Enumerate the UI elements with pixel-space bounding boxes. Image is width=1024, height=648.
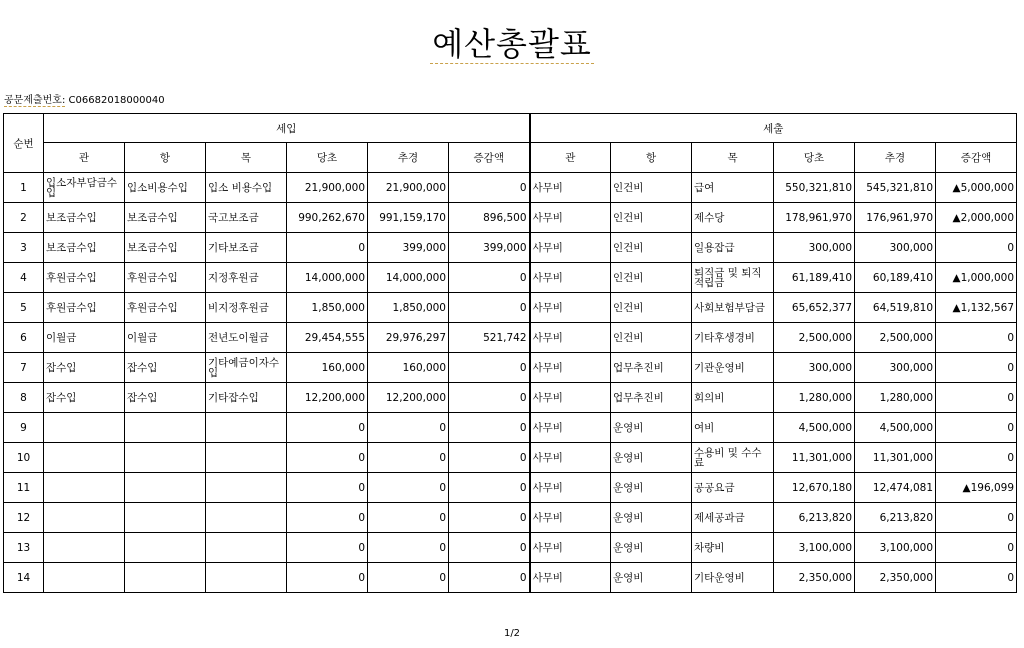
rev-change-cell: 0: [449, 383, 530, 413]
rev-change-cell: 0: [449, 533, 530, 563]
rev-mok-cell: 비지정후원금: [206, 293, 287, 323]
exp-change-cell: ▲196,099: [936, 473, 1017, 503]
rev-supplementary-cell: 29,976,297: [368, 323, 449, 353]
exp-hang-cell: 운영비: [611, 413, 692, 443]
rev-hang-cell: 잡수입: [125, 353, 206, 383]
rev-kwan-cell: 보조금수입: [44, 233, 125, 263]
exp-hang-cell: 운영비: [611, 503, 692, 533]
exp-supplementary-cell: 300,000: [855, 233, 936, 263]
rev-hang-cell: 이월금: [125, 323, 206, 353]
exp-mok-cell: 회의비: [692, 383, 774, 413]
rev-supplementary-cell: 160,000: [368, 353, 449, 383]
table-row: [4, 233, 1017, 263]
rev-hang-cell: 후원금수입: [125, 263, 206, 293]
rev-original-cell: 1,850,000: [287, 293, 368, 323]
rev-original-cell: 0: [287, 413, 368, 443]
rev-hang-cell: [125, 413, 206, 443]
rev-hang-cell: [125, 503, 206, 533]
exp-hang-cell: 인건비: [611, 263, 692, 293]
exp-change-cell: 0: [936, 563, 1017, 593]
rev-supplementary-cell: 0: [368, 563, 449, 593]
seq-cell: 3: [4, 233, 44, 263]
rev-supplementary-cell: 0: [368, 413, 449, 443]
seq-cell: 12: [4, 503, 44, 533]
rev-kwan-cell: 입소자부담금수입: [44, 173, 125, 203]
rev-change-cell: 521,742: [449, 323, 530, 353]
exp-supplementary-cell: 2,500,000: [855, 323, 936, 353]
exp-supplementary-cell: 60,189,410: [855, 263, 936, 293]
exp-change-cell: ▲2,000,000: [936, 203, 1017, 233]
rev-mok-cell: [206, 533, 287, 563]
exp-mok-cell: 급여: [692, 173, 774, 203]
seq-cell: 8: [4, 383, 44, 413]
exp-kwan-cell: 사무비: [530, 473, 611, 503]
exp-hang-cell: 인건비: [611, 323, 692, 353]
rev-hang-cell: [125, 473, 206, 503]
seq-cell: 13: [4, 533, 44, 563]
exp-change-cell: 0: [936, 323, 1017, 353]
rev-supplementary-cell: 14,000,000: [368, 263, 449, 293]
exp-kwan-cell: 사무비: [530, 293, 611, 323]
budget-table: [3, 113, 1017, 593]
exp-change-cell: 0: [936, 353, 1017, 383]
seq-cell: 6: [4, 323, 44, 353]
seq-cell: 9: [4, 413, 44, 443]
page-indicator: 1/2: [503, 628, 521, 639]
exp-kwan-cell: 사무비: [530, 323, 611, 353]
table-row: [4, 353, 1017, 383]
exp-mok-cell: 기관운영비: [692, 353, 774, 383]
table-row: [4, 503, 1017, 533]
exp-original-cell: 3,100,000: [774, 533, 855, 563]
exp-original-cell: 1,280,000: [774, 383, 855, 413]
exp-original-cell: 11,301,000: [774, 443, 855, 473]
exp-original-cell: 4,500,000: [774, 413, 855, 443]
rev-kwan-cell: [44, 443, 125, 473]
doc-number-label: 공문제출번호:: [4, 95, 66, 106]
exp-kwan-cell: 사무비: [530, 533, 611, 563]
rev-change-cell: 0: [449, 563, 530, 593]
exp-original-cell: 61,189,410: [774, 263, 855, 293]
rev-col-header: 추경: [368, 143, 449, 173]
rev-kwan-cell: 후원금수입: [44, 263, 125, 293]
table-row: [4, 443, 1017, 473]
rev-col-header: 당초: [287, 143, 368, 173]
table-row: [4, 473, 1017, 503]
exp-kwan-cell: 사무비: [530, 503, 611, 533]
exp-hang-cell: 인건비: [611, 203, 692, 233]
rev-mok-cell: [206, 503, 287, 533]
seq-cell: 4: [4, 263, 44, 293]
seq-header: 순번: [4, 114, 44, 173]
seq-cell: 5: [4, 293, 44, 323]
rev-mok-cell: 입소 비용수입: [206, 173, 287, 203]
rev-hang-cell: [125, 533, 206, 563]
exp-supplementary-cell: 300,000: [855, 353, 936, 383]
rev-kwan-cell: 후원금수입: [44, 293, 125, 323]
rev-col-header: 목: [206, 143, 287, 173]
exp-hang-cell: 운영비: [611, 443, 692, 473]
exp-supplementary-cell: 3,100,000: [855, 533, 936, 563]
seq-cell: 14: [4, 563, 44, 593]
rev-change-cell: 0: [449, 353, 530, 383]
rev-supplementary-cell: 991,159,170: [368, 203, 449, 233]
table-row: [4, 203, 1017, 233]
rev-supplementary-cell: 0: [368, 503, 449, 533]
exp-change-cell: 0: [936, 413, 1017, 443]
rev-original-cell: 0: [287, 443, 368, 473]
exp-hang-cell: 업무추진비: [611, 383, 692, 413]
rev-hang-cell: [125, 443, 206, 473]
rev-mok-cell: 기타잡수입: [206, 383, 287, 413]
seq-cell: 11: [4, 473, 44, 503]
rev-supplementary-cell: 12,200,000: [368, 383, 449, 413]
exp-supplementary-cell: 2,350,000: [855, 563, 936, 593]
exp-original-cell: 65,652,377: [774, 293, 855, 323]
rev-mok-cell: 기타보조금: [206, 233, 287, 263]
rev-original-cell: 12,200,000: [287, 383, 368, 413]
rev-hang-cell: 보조금수입: [125, 203, 206, 233]
exp-mok-cell: 기타후생경비: [692, 323, 774, 353]
rev-mok-cell: [206, 473, 287, 503]
rev-hang-cell: 잡수입: [125, 383, 206, 413]
exp-mok-cell: 공공요금: [692, 473, 774, 503]
exp-mok-cell: 퇴직금 및 퇴직적립금: [692, 263, 774, 293]
exp-supplementary-cell: 4,500,000: [855, 413, 936, 443]
exp-hang-cell: 인건비: [611, 173, 692, 203]
exp-original-cell: 178,961,970: [774, 203, 855, 233]
rev-change-cell: 0: [449, 473, 530, 503]
doc-number-line: [4, 94, 165, 108]
rev-mok-cell: [206, 563, 287, 593]
exp-mok-cell: 수용비 및 수수료: [692, 443, 774, 473]
exp-mok-cell: 제수당: [692, 203, 774, 233]
rev-supplementary-cell: 0: [368, 473, 449, 503]
exp-col-header: 당초: [774, 143, 855, 173]
exp-change-cell: ▲5,000,000: [936, 173, 1017, 203]
rev-supplementary-cell: 21,900,000: [368, 173, 449, 203]
exp-change-cell: 0: [936, 233, 1017, 263]
rev-hang-cell: 입소비용수입: [125, 173, 206, 203]
exp-original-cell: 300,000: [774, 233, 855, 263]
rev-supplementary-cell: 1,850,000: [368, 293, 449, 323]
exp-original-cell: 300,000: [774, 353, 855, 383]
rev-change-cell: 0: [449, 413, 530, 443]
exp-supplementary-cell: 64,519,810: [855, 293, 936, 323]
exp-hang-cell: 인건비: [611, 293, 692, 323]
rev-supplementary-cell: 0: [368, 533, 449, 563]
exp-supplementary-cell: 545,321,810: [855, 173, 936, 203]
rev-supplementary-cell: 0: [368, 443, 449, 473]
rev-original-cell: 21,900,000: [287, 173, 368, 203]
rev-kwan-cell: 이월금: [44, 323, 125, 353]
exp-kwan-cell: 사무비: [530, 443, 611, 473]
rev-mok-cell: [206, 413, 287, 443]
rev-original-cell: 29,454,555: [287, 323, 368, 353]
rev-change-cell: 0: [449, 503, 530, 533]
exp-original-cell: 6,213,820: [774, 503, 855, 533]
exp-mok-cell: 기타운영비: [692, 563, 774, 593]
exp-change-cell: ▲1,132,567: [936, 293, 1017, 323]
rev-original-cell: 0: [287, 563, 368, 593]
rev-kwan-cell: [44, 563, 125, 593]
rev-mok-cell: 국고보조금: [206, 203, 287, 233]
exp-change-cell: ▲1,000,000: [936, 263, 1017, 293]
exp-supplementary-cell: 1,280,000: [855, 383, 936, 413]
rev-kwan-cell: [44, 503, 125, 533]
rev-kwan-cell: 잡수입: [44, 353, 125, 383]
exp-original-cell: 550,321,810: [774, 173, 855, 203]
exp-kwan-cell: 사무비: [530, 563, 611, 593]
exp-change-cell: 0: [936, 533, 1017, 563]
exp-hang-cell: 인건비: [611, 233, 692, 263]
rev-kwan-cell: [44, 533, 125, 563]
rev-change-cell: 0: [449, 293, 530, 323]
exp-mok-cell: 여비: [692, 413, 774, 443]
table-row: [4, 413, 1017, 443]
exp-original-cell: 12,670,180: [774, 473, 855, 503]
rev-col-header: 항: [125, 143, 206, 173]
exp-col-header: 항: [611, 143, 692, 173]
exp-original-cell: 2,500,000: [774, 323, 855, 353]
table-row: [4, 533, 1017, 563]
exp-mok-cell: 제세공과금: [692, 503, 774, 533]
rev-change-cell: 399,000: [449, 233, 530, 263]
exp-supplementary-cell: 176,961,970: [855, 203, 936, 233]
table-row: [4, 323, 1017, 353]
exp-kwan-cell: 사무비: [530, 173, 611, 203]
table-row: [4, 263, 1017, 293]
rev-kwan-cell: 보조금수입: [44, 203, 125, 233]
rev-original-cell: 0: [287, 233, 368, 263]
rev-mok-cell: 기타예금이자수입: [206, 353, 287, 383]
expense-header: 세출: [530, 114, 1017, 143]
exp-change-cell: 0: [936, 503, 1017, 533]
rev-mok-cell: 지정후원금: [206, 263, 287, 293]
exp-col-header: 관: [530, 143, 611, 173]
exp-hang-cell: 운영비: [611, 533, 692, 563]
rev-original-cell: 0: [287, 533, 368, 563]
rev-kwan-cell: 잡수입: [44, 383, 125, 413]
seq-cell: 7: [4, 353, 44, 383]
exp-supplementary-cell: 11,301,000: [855, 443, 936, 473]
table-row: [4, 383, 1017, 413]
rev-change-cell: 896,500: [449, 203, 530, 233]
exp-original-cell: 2,350,000: [774, 563, 855, 593]
exp-change-cell: 0: [936, 443, 1017, 473]
page-title: 예산총괄표: [432, 25, 592, 63]
rev-change-cell: 0: [449, 263, 530, 293]
exp-kwan-cell: 사무비: [530, 413, 611, 443]
exp-mok-cell: 차량비: [692, 533, 774, 563]
table-row: [4, 173, 1017, 203]
rev-col-header: 증감액: [449, 143, 530, 173]
exp-kwan-cell: 사무비: [530, 233, 611, 263]
rev-original-cell: 0: [287, 473, 368, 503]
rev-hang-cell: 보조금수입: [125, 233, 206, 263]
exp-supplementary-cell: 12,474,081: [855, 473, 936, 503]
exp-supplementary-cell: 6,213,820: [855, 503, 936, 533]
exp-mok-cell: 일용잡급: [692, 233, 774, 263]
exp-kwan-cell: 사무비: [530, 203, 611, 233]
rev-original-cell: 990,262,670: [287, 203, 368, 233]
exp-col-header: 증감액: [936, 143, 1017, 173]
exp-col-header: 목: [692, 143, 774, 173]
rev-kwan-cell: [44, 413, 125, 443]
exp-hang-cell: 운영비: [611, 473, 692, 503]
exp-kwan-cell: 사무비: [530, 263, 611, 293]
rev-original-cell: 160,000: [287, 353, 368, 383]
rev-change-cell: 0: [449, 173, 530, 203]
exp-mok-cell: 사회보험부담금: [692, 293, 774, 323]
seq-cell: 2: [4, 203, 44, 233]
exp-hang-cell: 운영비: [611, 563, 692, 593]
exp-col-header: 추경: [855, 143, 936, 173]
exp-kwan-cell: 사무비: [530, 353, 611, 383]
seq-cell: 10: [4, 443, 44, 473]
revenue-header: 세입: [44, 114, 530, 143]
exp-change-cell: 0: [936, 383, 1017, 413]
rev-hang-cell: 후원금수입: [125, 293, 206, 323]
rev-supplementary-cell: 399,000: [368, 233, 449, 263]
rev-hang-cell: [125, 563, 206, 593]
exp-kwan-cell: 사무비: [530, 383, 611, 413]
exp-hang-cell: 업무추진비: [611, 353, 692, 383]
table-row: [4, 293, 1017, 323]
rev-col-header: 관: [44, 143, 125, 173]
rev-original-cell: 0: [287, 503, 368, 533]
rev-mok-cell: [206, 443, 287, 473]
rev-original-cell: 14,000,000: [287, 263, 368, 293]
rev-kwan-cell: [44, 473, 125, 503]
rev-change-cell: 0: [449, 443, 530, 473]
doc-number-value: C06682018000040: [68, 95, 165, 106]
rev-mok-cell: 전년도이월금: [206, 323, 287, 353]
seq-cell: 1: [4, 173, 44, 203]
table-row: [4, 563, 1017, 593]
